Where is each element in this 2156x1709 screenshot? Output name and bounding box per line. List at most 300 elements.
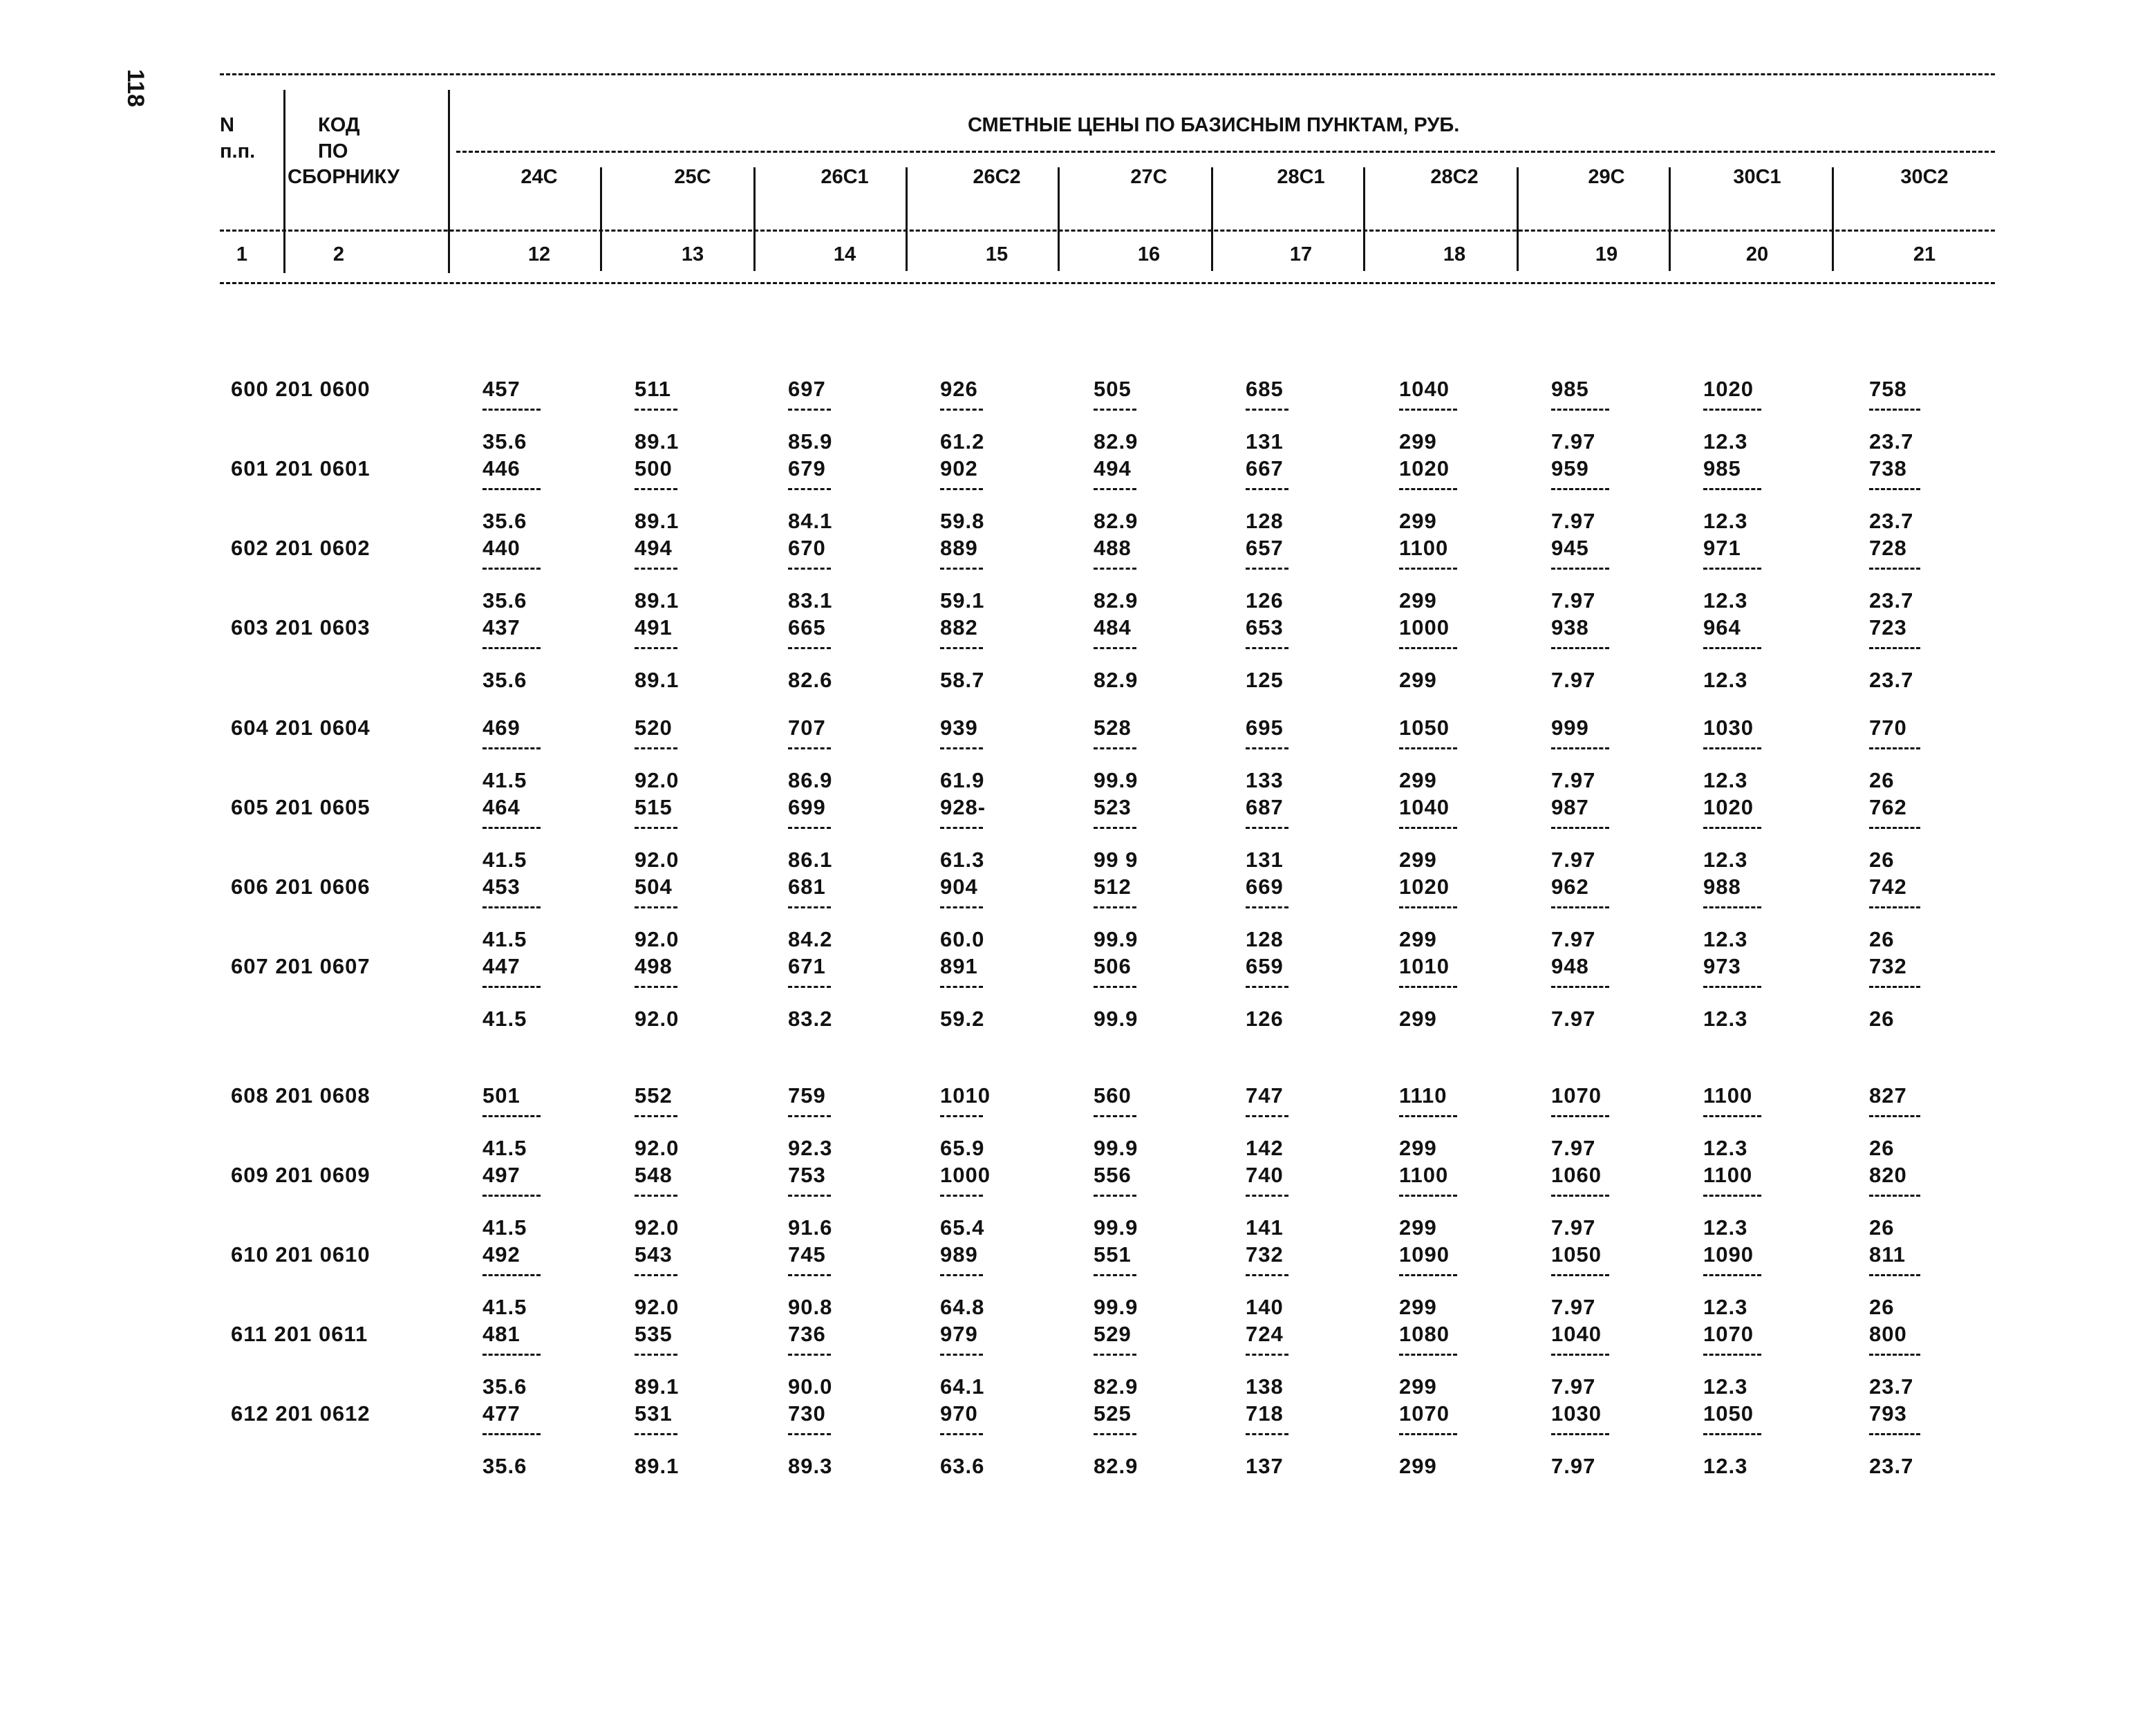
fraction-bar [1551, 647, 1609, 649]
price-current: 515 [635, 795, 673, 819]
fraction-bar [482, 906, 541, 908]
header-top-rule [220, 73, 1995, 75]
point-header: 24С [521, 166, 558, 188]
price-base: 89.1 [635, 1454, 679, 1478]
price-current: 1050 [1399, 716, 1450, 740]
price-base: 125 [1246, 668, 1284, 692]
price-current: 531 [635, 1401, 673, 1426]
fraction-bar [940, 1195, 983, 1197]
point-header: 25С [674, 166, 711, 188]
price-base: 99 9 [1094, 848, 1138, 872]
fraction-bar [1703, 488, 1761, 490]
fraction-bar [482, 409, 541, 411]
fraction-bar [1869, 1115, 1920, 1117]
price-base: 59.2 [940, 1007, 985, 1031]
price-current: 697 [788, 377, 826, 401]
fraction-bar [1551, 568, 1609, 570]
price-current: 1100 [1703, 1163, 1753, 1187]
price-base: 7.97 [1551, 927, 1596, 951]
fraction-bar [635, 1115, 677, 1117]
header-n2: п.п. [220, 140, 256, 162]
price-base: 12.3 [1703, 1215, 1748, 1240]
fraction-bar [1399, 647, 1457, 649]
fraction-bar [1551, 986, 1609, 988]
fraction-bar [1094, 1115, 1136, 1117]
fraction-bar [1094, 409, 1136, 411]
column-number: 12 [527, 243, 551, 265]
point-header: 29С [1588, 166, 1625, 188]
price-base: 23.7 [1869, 509, 1914, 533]
fraction-bar [482, 1115, 541, 1117]
fraction-bar [788, 409, 831, 411]
point-header: 30С1 [1733, 166, 1781, 188]
fraction-bar [1399, 1115, 1457, 1117]
price-base: 35.6 [482, 588, 527, 613]
price-current: 740 [1246, 1163, 1284, 1187]
header-sub-rule [220, 230, 1995, 232]
fraction-bar [1246, 986, 1288, 988]
price-current: 973 [1703, 954, 1741, 978]
fraction-bar [940, 906, 983, 908]
price-current: 724 [1246, 1322, 1284, 1346]
price-base: 137 [1246, 1454, 1284, 1478]
price-current: 1020 [1399, 456, 1450, 480]
header-n: N [220, 114, 234, 136]
price-base: 128 [1246, 509, 1284, 533]
fraction-bar [1703, 647, 1761, 649]
column-number: 1 [236, 243, 248, 265]
fraction-bar [788, 1433, 831, 1435]
fraction-bar [1869, 409, 1920, 411]
price-base: 35.6 [482, 429, 527, 454]
price-current: 728 [1869, 536, 1907, 560]
price-base: 92.0 [635, 1295, 679, 1319]
price-current: 747 [1246, 1083, 1284, 1108]
fraction-bar [940, 488, 983, 490]
fraction-bar [1246, 647, 1288, 649]
fraction-bar [1399, 906, 1457, 908]
fraction-bar [1551, 1354, 1609, 1356]
price-base: 65.9 [940, 1136, 985, 1160]
fraction-bar [1246, 568, 1288, 570]
price-current: 800 [1869, 1322, 1907, 1346]
price-current: 671 [788, 954, 826, 978]
price-current: 659 [1246, 954, 1284, 978]
price-base: 89.1 [635, 1374, 679, 1399]
fraction-bar [1246, 1274, 1288, 1276]
fraction-bar [1703, 1354, 1761, 1356]
fraction-bar [1869, 747, 1920, 749]
point-header: 27С [1130, 166, 1168, 188]
price-base: 12.3 [1703, 1295, 1748, 1319]
price-base: 26 [1869, 1295, 1895, 1319]
fraction-bar [1094, 1195, 1136, 1197]
price-current: 1100 [1399, 536, 1449, 560]
fraction-bar [1703, 986, 1761, 988]
fraction-bar [940, 647, 983, 649]
fraction-bar [635, 986, 677, 988]
fraction-bar [940, 1115, 983, 1117]
price-base: 26 [1869, 768, 1895, 792]
fraction-bar [482, 1433, 541, 1435]
price-current: 437 [482, 615, 521, 639]
fraction-bar [1869, 568, 1920, 570]
header-code3: СБОРНИКУ [288, 166, 400, 188]
fraction-bar [940, 1274, 983, 1276]
price-base: 7.97 [1551, 848, 1596, 872]
point-header: 26С1 [821, 166, 869, 188]
header-divider [1669, 167, 1671, 271]
fraction-bar [1551, 1115, 1609, 1117]
fraction-bar [940, 827, 983, 829]
price-base: 41.5 [482, 1007, 527, 1031]
price-current: 1020 [1703, 795, 1754, 819]
fraction-bar [482, 747, 541, 749]
fraction-bar [1869, 906, 1920, 908]
header-divider [1211, 167, 1213, 271]
row-code: 605 201 0605 [231, 795, 371, 819]
price-current: 679 [788, 456, 826, 480]
row-code: 608 201 0608 [231, 1083, 371, 1108]
fraction-bar [1094, 1274, 1136, 1276]
fraction-bar [788, 1195, 831, 1197]
price-base: 83.1 [788, 588, 833, 613]
price-base: 7.97 [1551, 1295, 1596, 1319]
price-current: 926 [940, 377, 978, 401]
fraction-bar [1869, 488, 1920, 490]
price-current: 520 [635, 716, 673, 740]
fraction-bar [1869, 986, 1920, 988]
price-base: 41.5 [482, 1295, 527, 1319]
header-divider [283, 90, 285, 273]
price-current: 512 [1094, 875, 1132, 899]
price-current: 989 [940, 1242, 978, 1267]
price-base: 92.0 [635, 1136, 679, 1160]
price-base: 35.6 [482, 668, 527, 692]
price-current: 551 [1094, 1242, 1132, 1267]
price-base: 86.9 [788, 768, 833, 792]
fraction-bar [635, 409, 677, 411]
fraction-bar [482, 488, 541, 490]
fraction-bar [1246, 488, 1288, 490]
price-current: 529 [1094, 1322, 1132, 1346]
fraction-bar [1703, 568, 1761, 570]
price-base: 86.1 [788, 848, 833, 872]
row-code: 606 201 0606 [231, 875, 371, 899]
price-base: 26 [1869, 1007, 1895, 1031]
price-current: 1050 [1703, 1401, 1754, 1426]
price-current: 985 [1703, 456, 1741, 480]
price-current: 523 [1094, 795, 1132, 819]
fraction-bar [482, 986, 541, 988]
price-base: 61.2 [940, 429, 985, 454]
price-current: 1000 [940, 1163, 991, 1187]
price-current: 707 [788, 716, 826, 740]
price-base: 61.3 [940, 848, 985, 872]
price-current: 669 [1246, 875, 1284, 899]
fraction-bar [1551, 1195, 1609, 1197]
price-base: 7.97 [1551, 768, 1596, 792]
price-base: 126 [1246, 1007, 1284, 1031]
price-base: 99.9 [1094, 1136, 1138, 1160]
point-header: 28С2 [1430, 166, 1479, 188]
price-current: 453 [482, 875, 521, 899]
price-current: 945 [1551, 536, 1589, 560]
price-base: 23.7 [1869, 1454, 1914, 1478]
price-current: 959 [1551, 456, 1589, 480]
price-base: 59.8 [940, 509, 985, 533]
price-current: 745 [788, 1242, 826, 1267]
fraction-bar [1399, 409, 1457, 411]
price-current: 464 [482, 795, 521, 819]
price-base: 99.9 [1094, 1295, 1138, 1319]
price-base: 23.7 [1869, 429, 1914, 454]
column-number: 18 [1443, 243, 1466, 265]
price-current: 511 [635, 377, 672, 401]
price-base: 64.8 [940, 1295, 985, 1319]
column-number: 20 [1745, 243, 1769, 265]
price-current: 1040 [1399, 377, 1450, 401]
fraction-bar [1094, 827, 1136, 829]
price-base: 82.6 [788, 668, 833, 692]
fraction-bar [635, 568, 677, 570]
price-current: 500 [635, 456, 673, 480]
price-current: 732 [1246, 1242, 1284, 1267]
fraction-bar [788, 747, 831, 749]
price-base: 128 [1246, 927, 1284, 951]
price-current: 505 [1094, 377, 1132, 401]
price-base: 84.1 [788, 509, 833, 533]
price-current: 552 [635, 1083, 673, 1108]
column-number: 17 [1289, 243, 1313, 265]
header-code2: ПО [318, 140, 348, 162]
price-current: 736 [788, 1322, 826, 1346]
fraction-bar [635, 1195, 677, 1197]
price-base: 82.9 [1094, 668, 1138, 692]
price-base: 7.97 [1551, 1136, 1596, 1160]
price-current: 971 [1703, 536, 1741, 560]
price-current: 964 [1703, 615, 1741, 639]
header-bottom-rule [220, 282, 1995, 284]
price-current: 501 [482, 1083, 521, 1108]
price-current: 723 [1869, 615, 1907, 639]
price-current: 1070 [1703, 1322, 1754, 1346]
price-current: 699 [788, 795, 826, 819]
price-base: 26 [1869, 927, 1895, 951]
price-base: 7.97 [1551, 1007, 1596, 1031]
price-current: 1090 [1703, 1242, 1754, 1267]
price-current: 1060 [1551, 1163, 1602, 1187]
price-base: 89.1 [635, 588, 679, 613]
price-current: 653 [1246, 615, 1284, 639]
fraction-bar [1246, 1433, 1288, 1435]
point-header: 30С2 [1900, 166, 1949, 188]
fraction-bar [1703, 409, 1761, 411]
price-current: 1080 [1399, 1322, 1450, 1346]
price-base: 133 [1246, 768, 1284, 792]
row-code: 601 201 0601 [231, 456, 371, 480]
fraction-bar [1399, 568, 1457, 570]
fraction-bar [1703, 1433, 1761, 1435]
price-current: 1110 [1399, 1083, 1447, 1108]
price-base: 299 [1399, 1454, 1437, 1478]
fraction-bar [1094, 1354, 1136, 1356]
price-base: 12.3 [1703, 668, 1748, 692]
fraction-bar [635, 647, 677, 649]
price-base: 41.5 [482, 1215, 527, 1240]
price-current: 1000 [1399, 615, 1450, 639]
fraction-bar [940, 747, 983, 749]
header-divider [1363, 167, 1365, 271]
price-current: 987 [1551, 795, 1589, 819]
fraction-bar [635, 827, 677, 829]
fraction-bar [1551, 409, 1609, 411]
price-base: 12.3 [1703, 429, 1748, 454]
price-base: 82.9 [1094, 1454, 1138, 1478]
price-current: 985 [1551, 377, 1589, 401]
price-base: 58.7 [940, 668, 985, 692]
price-base: 299 [1399, 768, 1437, 792]
fraction-bar [635, 1354, 677, 1356]
price-current: 685 [1246, 377, 1284, 401]
price-base: 99.9 [1094, 768, 1138, 792]
column-number: 14 [833, 243, 856, 265]
price-current: 525 [1094, 1401, 1132, 1426]
header-divider [906, 167, 908, 271]
price-current: 1030 [1703, 716, 1754, 740]
price-base: 7.97 [1551, 509, 1596, 533]
price-base: 138 [1246, 1374, 1284, 1399]
price-base: 7.97 [1551, 429, 1596, 454]
fraction-bar [1399, 986, 1457, 988]
price-base: 7.97 [1551, 588, 1596, 613]
price-current: 506 [1094, 954, 1132, 978]
price-current: 1010 [1399, 954, 1450, 978]
price-base: 41.5 [482, 848, 527, 872]
fraction-bar [788, 1274, 831, 1276]
fraction-bar [1869, 827, 1920, 829]
price-base: 35.6 [482, 1454, 527, 1478]
column-number: 15 [985, 243, 1009, 265]
price-base: 12.3 [1703, 1007, 1748, 1031]
price-base: 63.6 [940, 1454, 985, 1478]
price-base: 89.1 [635, 429, 679, 454]
point-header: 28С1 [1277, 166, 1325, 188]
price-current: 1020 [1399, 875, 1450, 899]
fraction-bar [635, 488, 677, 490]
fraction-bar [482, 568, 541, 570]
fraction-bar [1399, 1354, 1457, 1356]
price-current: 1040 [1399, 795, 1450, 819]
fraction-bar [788, 1354, 831, 1356]
price-current: 447 [482, 954, 521, 978]
price-current: 1070 [1399, 1401, 1450, 1426]
price-base: 82.9 [1094, 1374, 1138, 1399]
price-base: 299 [1399, 509, 1437, 533]
column-number: 19 [1595, 243, 1618, 265]
price-base: 299 [1399, 668, 1437, 692]
price-current: 491 [635, 615, 673, 639]
price-current: 770 [1869, 716, 1907, 740]
price-base: 84.2 [788, 927, 833, 951]
point-header: 26С2 [973, 166, 1021, 188]
header-divider [1058, 167, 1060, 271]
price-base: 23.7 [1869, 668, 1914, 692]
price-base: 89.3 [788, 1454, 833, 1478]
fraction-bar [1399, 1433, 1457, 1435]
fraction-bar [635, 747, 677, 749]
price-base: 7.97 [1551, 1215, 1596, 1240]
fraction-bar [1703, 906, 1761, 908]
price-current: 556 [1094, 1163, 1132, 1187]
price-current: 477 [482, 1401, 521, 1426]
fraction-bar [1399, 747, 1457, 749]
row-code: 600 201 0600 [231, 377, 371, 401]
fraction-bar [1551, 747, 1609, 749]
fraction-bar [1094, 1433, 1136, 1435]
price-current: 889 [940, 536, 978, 560]
price-base: 26 [1869, 1136, 1895, 1160]
fraction-bar [1869, 1433, 1920, 1435]
price-base: 299 [1399, 1007, 1437, 1031]
price-current: 753 [788, 1163, 826, 1187]
fraction-bar [1246, 409, 1288, 411]
fraction-bar [482, 647, 541, 649]
fraction-bar [1246, 1354, 1288, 1356]
column-number: 13 [681, 243, 704, 265]
price-current: 742 [1869, 875, 1907, 899]
fraction-bar [482, 1195, 541, 1197]
price-base: 83.2 [788, 1007, 833, 1031]
fraction-bar [1094, 906, 1136, 908]
price-base: 85.9 [788, 429, 833, 454]
price-base: 92.3 [788, 1136, 833, 1160]
header-mid-rule [456, 151, 1995, 153]
price-current: 488 [1094, 536, 1132, 560]
price-current: 667 [1246, 456, 1284, 480]
price-base: 299 [1399, 1295, 1437, 1319]
row-code: 604 201 0604 [231, 716, 371, 740]
fraction-bar [1246, 747, 1288, 749]
fraction-bar [1551, 906, 1609, 908]
price-current: 730 [788, 1401, 826, 1426]
fraction-bar [1246, 827, 1288, 829]
price-current: 446 [482, 456, 521, 480]
price-base: 131 [1246, 848, 1284, 872]
price-current: 440 [482, 536, 521, 560]
price-current: 695 [1246, 716, 1284, 740]
price-current: 811 [1869, 1242, 1906, 1267]
price-base: 23.7 [1869, 1374, 1914, 1399]
price-base: 99.9 [1094, 927, 1138, 951]
fraction-bar [1246, 1115, 1288, 1117]
price-current: 732 [1869, 954, 1907, 978]
price-current: 469 [482, 716, 521, 740]
price-current: 492 [482, 1242, 521, 1267]
fraction-bar [1703, 1195, 1761, 1197]
price-current: 999 [1551, 716, 1589, 740]
row-code: 609 201 0609 [231, 1163, 371, 1187]
fraction-bar [1094, 747, 1136, 749]
price-base: 99.9 [1094, 1007, 1138, 1031]
price-current: 687 [1246, 795, 1284, 819]
price-current: 670 [788, 536, 826, 560]
fraction-bar [940, 1354, 983, 1356]
price-base: 90.8 [788, 1295, 833, 1319]
price-base: 89.1 [635, 509, 679, 533]
fraction-bar [1551, 488, 1609, 490]
fraction-bar [1869, 1195, 1920, 1197]
